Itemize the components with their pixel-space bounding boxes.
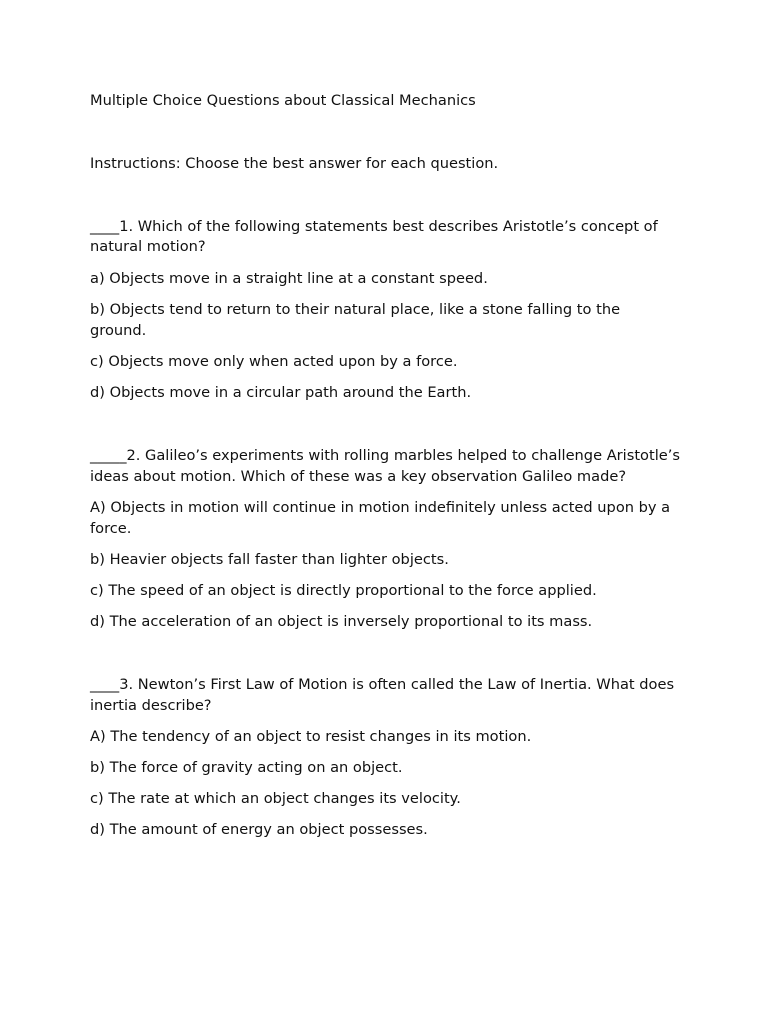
question-prompt: _____2. Galileo’s experiments with rolling marbles helped to challenge Aristotle’s ideas about motion. Which of these was a key observation Galileo made? — [90, 446, 680, 485]
question-prompt: ____3. Newton’s First Law of Motion is often called the Law of Inertia. What does inertia describe? — [90, 675, 675, 714]
answer-option-a: A) Objects in motion will continue in motion indefinitely unless acted upon by a force. — [90, 498, 671, 537]
question-3 — [90, 675, 680, 841]
answer-option-a: a) Objects move in a straight line at a constant speed. — [90, 269, 488, 287]
answer-option-a: A) The tendency of an object to resist changes in its motion. — [90, 727, 532, 745]
answer-option-b: b) Heavier objects fall faster than lighter objects. — [90, 550, 449, 568]
question-2 — [90, 446, 680, 633]
document-title: Multiple Choice Questions about Classical Mechanics — [90, 92, 476, 109]
answer-option-c: c) Objects move only when acted upon by a force. — [90, 352, 458, 370]
instructions-text: Instructions: Choose the best answer for each question. — [90, 154, 499, 172]
answer-option-c: c) The speed of an object is directly proportional to the force applied. — [90, 581, 597, 599]
answer-option-d: d) Objects move in a circular path around the Earth. — [90, 383, 472, 401]
question-1 — [90, 217, 680, 404]
question-prompt: ____1. Which of the following statements best describes Aristotle’s concept of natural motion? — [90, 217, 658, 256]
document-page — [90, 91, 680, 883]
answer-option-d: d) The amount of energy an object possesses. — [90, 821, 428, 839]
answer-option-b: b) The force of gravity acting on an object. — [90, 759, 403, 777]
answer-option-b: b) Objects tend to return to their natural place, like a stone falling to the ground. — [90, 300, 621, 339]
answer-option-d: d) The acceleration of an object is inversely proportional to its mass. — [90, 613, 593, 631]
answer-option-c: c) The rate at which an object changes its velocity. — [90, 790, 461, 808]
